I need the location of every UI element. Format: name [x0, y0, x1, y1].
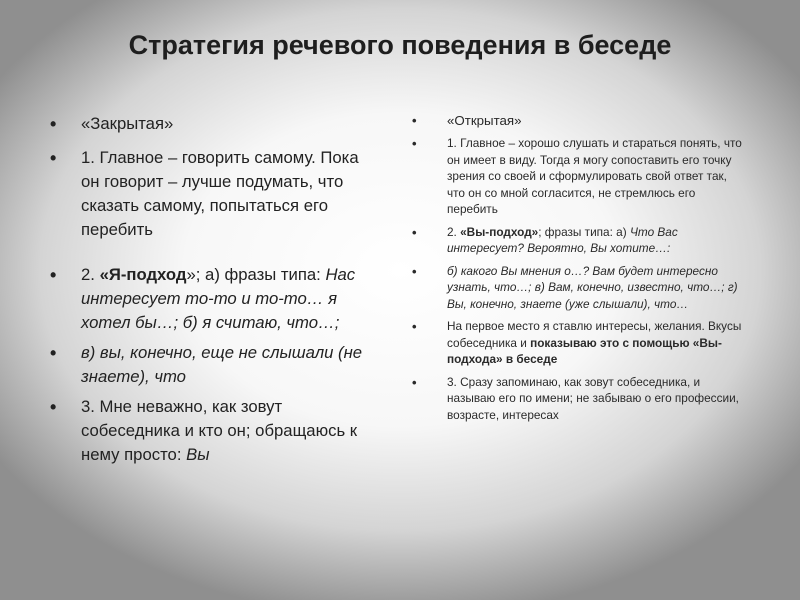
open-item-4-bold: показываю это с помощью «Вы-подхода» в беседе: [447, 335, 722, 366]
bullet-icon: •: [50, 397, 57, 417]
bullet-icon: •: [412, 263, 417, 279]
open-item-2-bold: «Вы-подход»: [460, 224, 539, 239]
bullet-icon: •: [412, 136, 417, 151]
closed-item-4-italic: Вы: [186, 445, 210, 464]
closed-item-4: [50, 395, 375, 467]
bullet-icon: •: [412, 224, 417, 240]
closed-item-2-prefix: 2.: [81, 265, 100, 284]
open-heading: «Открытая»: [447, 113, 522, 128]
bullet-icon: •: [50, 114, 57, 134]
open-item-2-examples: Что Вас интересует? Вероятно, Вы хотите…:: [447, 224, 678, 255]
open-item-2: [412, 224, 747, 257]
open-item-3: [412, 263, 747, 313]
open-item-5-text: 3. Сразу запоминаю, как зовут собеседника, и называю его по имени; не забываю о его профессии, возрасте, интересах: [447, 374, 739, 422]
bullet-icon: •: [50, 265, 57, 285]
closed-item-3-text: в) вы, конечно, еще не слышали (не знаете), что: [81, 343, 363, 386]
bullet-icon: •: [412, 319, 417, 334]
open-item-4: [412, 318, 747, 368]
bullet-icon: •: [412, 374, 417, 390]
slide-title: Стратегия речевого поведения в беседе: [128, 30, 672, 60]
open-item-1: [412, 135, 747, 218]
open-heading-item: [412, 112, 747, 129]
closed-strategy-list: [50, 112, 375, 467]
open-strategy-list: [412, 112, 747, 423]
closed-item-2: [50, 263, 375, 335]
closed-item-2-bold: «Я-подход: [99, 265, 187, 284]
open-item-3-text: б) какого Вы мнения о…? Вам будет интересно узнать, что…; в) Вам, конечно, известно, что…; г) Вы, конечно, знаете (уже слышали), что…: [447, 263, 738, 311]
bullet-icon: •: [412, 113, 417, 128]
open-item-5: [412, 374, 747, 424]
closed-item-4-text: 3. Мне неважно, как зовут собеседника и кто он; обращаюсь к нему просто:: [81, 397, 358, 464]
open-item-2-text: ; фразы типа: а): [538, 224, 630, 239]
open-item-1-text: 1. Главное – хорошо слушать и стараться понять, что он имеет в виду. Тогда я могу сопоставить его точку зрения со своей и сформулировать свой ответ так, что он со мной согласится, не стремлюсь его перебить: [447, 136, 742, 216]
closed-heading-item: [50, 112, 375, 136]
bullet-icon: •: [50, 148, 57, 168]
open-item-4-text: На первое место я ставлю интересы, желания. Вкусы собеседника и: [447, 319, 742, 350]
open-item-2-prefix: 2.: [447, 224, 461, 239]
bullet-icon: •: [50, 343, 57, 363]
closed-item-2-examples: Нас интересует то-то и то-то… я хотел бы…; б) я считаю, что…;: [81, 265, 356, 332]
closed-heading: «Закрытая»: [81, 114, 174, 133]
closed-item-2-text: »; а) фразы типа:: [186, 265, 326, 284]
closed-item-1: [50, 146, 375, 242]
closed-item-3: [50, 341, 375, 389]
closed-item-1-text: 1. Главное – говорить самому. Пока он говорит – лучше подумать, что сказать самому, попытаться его перебить: [81, 148, 359, 239]
